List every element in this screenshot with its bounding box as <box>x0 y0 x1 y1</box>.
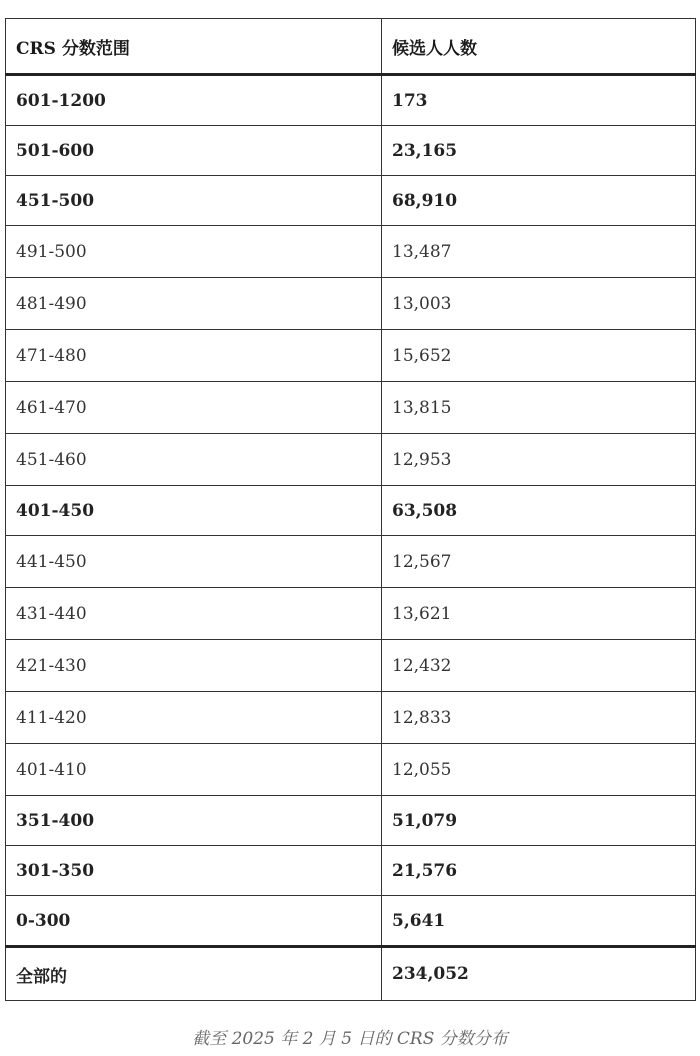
score-range-cell: 451-500 <box>6 176 382 226</box>
candidate-count-cell: 15,652 <box>382 330 696 382</box>
candidate-count-cell: 13,815 <box>382 382 696 434</box>
table-header <box>6 19 696 75</box>
table-row <box>6 226 696 278</box>
score-range-cell: 601-1200 <box>6 75 382 126</box>
candidate-count-cell: 13,621 <box>382 588 696 640</box>
score-range-cell: 301-350 <box>6 846 382 896</box>
table-row <box>6 382 696 434</box>
score-range-cell: 451-460 <box>6 434 382 486</box>
candidate-count-cell: 12,055 <box>382 744 696 796</box>
candidate-count-cell: 12,953 <box>382 434 696 486</box>
table-row-group <box>6 796 696 846</box>
score-range-cell: 401-410 <box>6 744 382 796</box>
table-footer <box>6 947 696 1001</box>
header-score-range: CRS 分数范围 <box>6 19 382 75</box>
total-row <box>6 947 696 1001</box>
candidate-count-cell: 12,432 <box>382 640 696 692</box>
candidate-count-cell: 13,003 <box>382 278 696 330</box>
table-row <box>6 278 696 330</box>
candidate-count-cell: 5,641 <box>382 896 696 947</box>
score-range-cell: 441-450 <box>6 536 382 588</box>
candidate-count-cell: 173 <box>382 75 696 126</box>
table-row <box>6 744 696 796</box>
table-row <box>6 330 696 382</box>
score-range-cell: 481-490 <box>6 278 382 330</box>
table-row-group <box>6 126 696 176</box>
table-body <box>6 75 696 947</box>
score-range-cell: 421-430 <box>6 640 382 692</box>
candidate-count-cell: 12,833 <box>382 692 696 744</box>
candidate-count-cell: 63,508 <box>382 486 696 536</box>
candidate-count-cell: 68,910 <box>382 176 696 226</box>
score-range-cell: 471-480 <box>6 330 382 382</box>
table-row <box>6 588 696 640</box>
table-row <box>6 536 696 588</box>
candidate-count-cell: 23,165 <box>382 126 696 176</box>
candidate-count-cell: 13,487 <box>382 226 696 278</box>
candidate-count-cell: 12,567 <box>382 536 696 588</box>
header-row <box>6 19 696 75</box>
total-count: 234,052 <box>382 947 696 1001</box>
table-row-group <box>6 75 696 126</box>
header-candidate-count: 候选人人数 <box>382 19 696 75</box>
table-row-group <box>6 486 696 536</box>
score-range-cell: 401-450 <box>6 486 382 536</box>
score-range-cell: 411-420 <box>6 692 382 744</box>
score-range-cell: 461-470 <box>6 382 382 434</box>
table-caption: 截至 2025 年 2 月 5 日的 CRS 分数分布 <box>192 1029 508 1049</box>
table-row-group <box>6 176 696 226</box>
crs-distribution-table <box>5 18 696 1001</box>
table-row <box>6 640 696 692</box>
score-range-cell: 491-500 <box>6 226 382 278</box>
table-row-group <box>6 846 696 896</box>
table-row-group <box>6 896 696 947</box>
candidate-count-cell: 21,576 <box>382 846 696 896</box>
score-range-cell: 501-600 <box>6 126 382 176</box>
table-row <box>6 434 696 486</box>
score-range-cell: 0-300 <box>6 896 382 947</box>
total-label: 全部的 <box>6 947 382 1001</box>
score-range-cell: 351-400 <box>6 796 382 846</box>
candidate-count-cell: 51,079 <box>382 796 696 846</box>
table-row <box>6 692 696 744</box>
score-range-cell: 431-440 <box>6 588 382 640</box>
